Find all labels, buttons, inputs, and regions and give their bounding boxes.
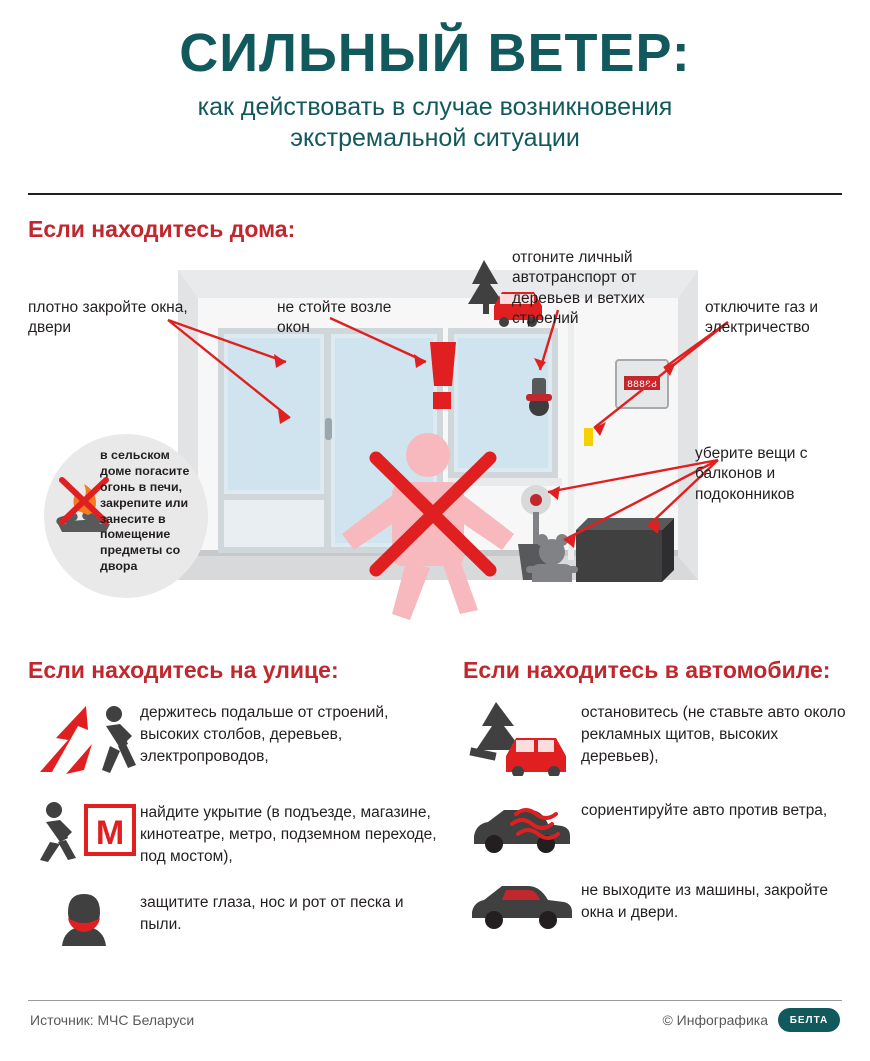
person-face-mask-icon (28, 890, 140, 948)
person-metro-shelter-icon (28, 800, 140, 862)
list-item (28, 890, 448, 948)
list-item-text: остановитесь (не ставьте авто около рекламных щитов, высоких деревьев), (581, 704, 846, 765)
car-list (463, 700, 855, 952)
page-subtitle (0, 92, 870, 155)
meter-display: 88888 (626, 380, 658, 391)
belta-logo: БЕЛТА (778, 1008, 840, 1032)
list-item-text: не выходите из машины, закройте окна и двери. (581, 882, 828, 921)
source-text: Источник: МЧС Беларуси (30, 1012, 195, 1028)
credit-text: © Инфографика (662, 1012, 768, 1028)
page-title: СИЛЬНЫЙ ВЕТЕР: (179, 23, 691, 83)
list-item-text: защитите глаза, нос и рот от песка и пыли. (140, 894, 404, 933)
street-list (28, 700, 448, 970)
list-item (463, 798, 855, 856)
rural-house-text: в сельском доме погасите огонь в печи, закрепите или занесите в помещение предметы со двора (100, 448, 190, 574)
section-heading-home: Если находитесь дома: (28, 216, 296, 242)
list-item-text: держитесь подальше от строений, высоких столбов, деревьев, электропроводов, (140, 704, 389, 765)
callout-move-car-away: отгоните личный автотранспорт от деревьев и ветхих строений (512, 249, 645, 328)
header (0, 23, 870, 155)
car-wind-icon (463, 798, 581, 856)
footer-credit (662, 1008, 840, 1032)
tree-falling-on-car-icon (463, 700, 581, 776)
list-item-text: найдите укрытие (в подъезде, магазине, кинотеатре, метро, подземном переходе, под мостом), (140, 804, 437, 865)
divider-bottom (28, 1000, 842, 1001)
svg-text:M: M (95, 814, 125, 852)
car-side-icon (463, 878, 581, 930)
section-heading-car: Если находитесь в автомобиле: (463, 657, 831, 683)
list-item (463, 700, 855, 776)
section-heading-street: Если находитесь на улице: (28, 657, 339, 683)
list-item-text: сориентируйте авто против ветра, (581, 802, 828, 819)
callout-close-windows: плотно закройте окна, двери (28, 299, 188, 337)
list-item (28, 700, 448, 778)
page-subtitle-line2: экстремальной ситуации (290, 124, 580, 153)
tree-falling-on-person-icon (28, 700, 140, 778)
page-subtitle-line1: как действовать в случае возникновения (197, 93, 673, 121)
list-item (28, 800, 448, 868)
callout-turn-off-gas-electricity: отключите газ и электричество (705, 299, 819, 337)
list-item (463, 878, 855, 930)
callout-no-stand-near-windows: не стойте возле окон (277, 299, 392, 337)
divider-top (28, 193, 842, 195)
callout-clear-balcony: уберите вещи с балконов и подоконников (695, 445, 808, 503)
